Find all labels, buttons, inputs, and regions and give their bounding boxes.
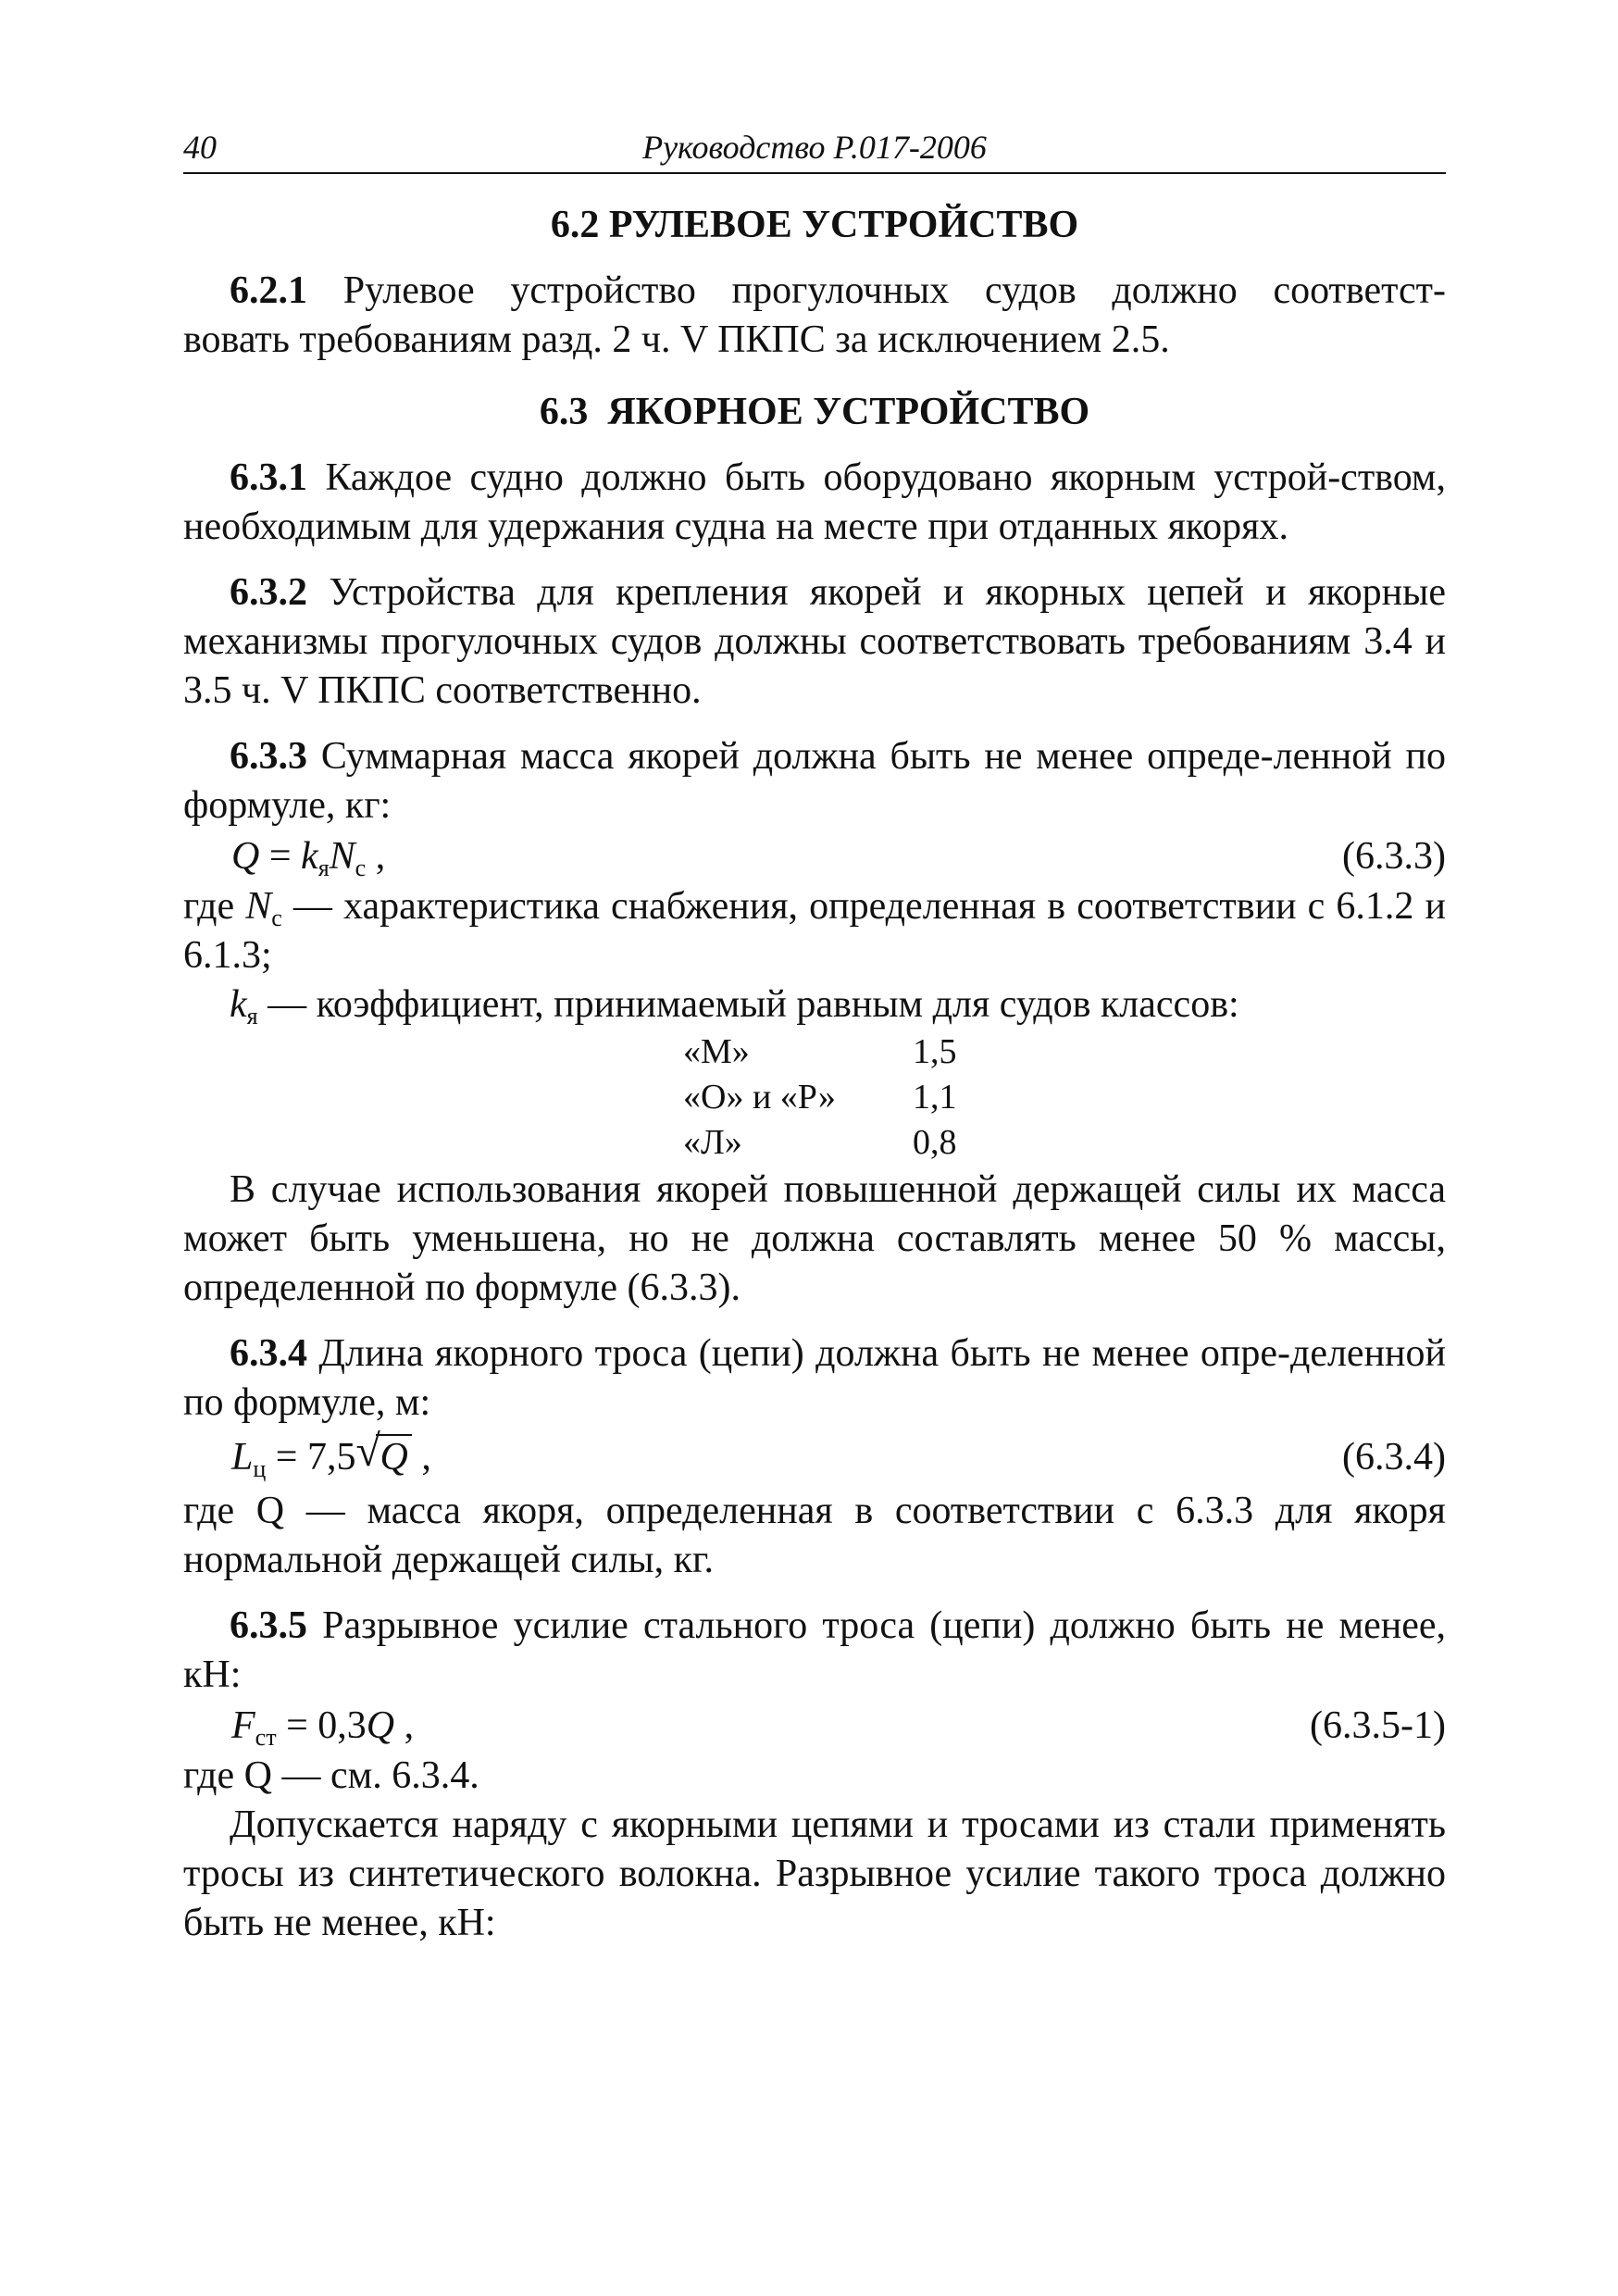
clause-number: 6.3.4	[230, 1332, 307, 1375]
where-clause-nc: где $N_с$ — характеристика снабжения, определенная в соответствии с 6.1.2 и 6.1.3;	[183, 885, 1446, 977]
class-cell: «О» и «Р»	[683, 1078, 836, 1117]
paragraph-text: Разрывное усилие стального троса (цепи) должно быть не менее, кН:	[183, 1604, 1446, 1696]
section-heading-6-2: 6.2 РУЛЕВОЕ УСТРОЙСТВО	[550, 204, 1079, 246]
clause-number: 6.3.3	[230, 735, 307, 778]
square-root: √ Q	[355, 1428, 411, 1487]
equation-number: (6.3.3)	[1342, 835, 1446, 878]
formula-6-3-5-1	[183, 1700, 1446, 1752]
paragraph-6-2-1-cont: вовать требованиям разд. 2 ч. V ПКПС за исключением 2.5.	[183, 318, 1170, 361]
clause-number: 6.3.2	[230, 571, 307, 614]
running-title: Руководство Р.017-2006	[642, 129, 987, 166]
formula-6-3-3	[183, 830, 1446, 882]
table-row	[683, 1029, 1446, 1075]
paragraph-text: Каждое судно должно быть оборудовано якорным устрой-ством, необходимым для удержания судна на месте при отданных якорях.	[183, 456, 1447, 548]
clause-number: 6.2.1	[230, 269, 307, 312]
clause-number: 6.3.5	[230, 1604, 307, 1647]
equation-number: (6.3.4)	[1342, 1436, 1446, 1479]
class-cell: «Л»	[683, 1123, 742, 1162]
table-row	[683, 1120, 1446, 1166]
where-clause-q: где Q — масса якоря, определенная в соответствии с 6.3.3 для якоря нормальной держащей силы, кг.	[183, 1490, 1446, 1581]
paragraph-6-3-3	[183, 732, 1446, 830]
paragraph-text: Суммарная масса якорей должна быть не менее опреде-ленной по формуле, кг:	[183, 735, 1446, 827]
coefficient-table	[683, 1029, 1446, 1166]
formula-expression: $F_{ст} = 0,3Q$ ,	[231, 1704, 415, 1751]
where-clause-k: $k_я$ — коэффициент, принимаемый равным для судов классов:	[230, 983, 1239, 1029]
equation-number: (6.3.5-1)	[1310, 1704, 1446, 1747]
section-heading-6-3: 6.3 ЯКОРНОЕ УСТРОЙСТВО	[539, 391, 1090, 433]
class-cell: «М»	[683, 1032, 750, 1071]
formula-expression: $L_ц = 7,5$ √ Q ,	[231, 1428, 431, 1487]
paragraph-synthetic-rope: Допускается наряду с якорными цепями и тросами из стали применять тросы из синтетического волокна. Разрывное усилие такого троса должно быть не менее, кН:	[183, 1803, 1446, 1944]
paragraph-text: Рулевое устройство прогулочных судов должно соответст-	[342, 269, 1446, 312]
value-cell: 1,1	[913, 1078, 957, 1117]
paragraph-6-3-4	[183, 1329, 1446, 1428]
clause-number: 6.3.1	[230, 456, 307, 499]
paragraph-6-2-1	[183, 267, 1446, 316]
paragraph-6-3-3-note: В случае использования якорей повышенной держащей силы их масса может быть уменьшена, но не должна составлять менее 50 % массы, определенной по формуле (6.3.3).	[183, 1168, 1446, 1309]
page-number: 40	[183, 129, 217, 166]
formula-6-3-4	[183, 1428, 1446, 1487]
paragraph-6-3-1	[183, 454, 1446, 552]
where-clause-see: где Q — см. 6.3.4.	[183, 1754, 479, 1797]
page-body	[183, 202, 1446, 1948]
paragraph-6-3-5	[183, 1602, 1446, 1700]
paragraph-text: Устройства для крепления якорей и якорных цепей и якорные механизмы прогулочных судов должны соответствовать требованиям 3.4 и 3.5 ч. V ПКПС соответственно.	[183, 571, 1446, 712]
paragraph-6-3-2	[183, 568, 1446, 716]
value-cell: 1,5	[913, 1032, 957, 1071]
table-row	[683, 1075, 1446, 1120]
value-cell: 0,8	[913, 1123, 957, 1162]
formula-expression: $Q = k_яN_с$ ,	[231, 835, 386, 881]
paragraph-text: Длина якорного троса (цепи) должна быть не менее опре-деленной по формуле, м:	[183, 1332, 1447, 1424]
running-header	[183, 126, 1446, 174]
